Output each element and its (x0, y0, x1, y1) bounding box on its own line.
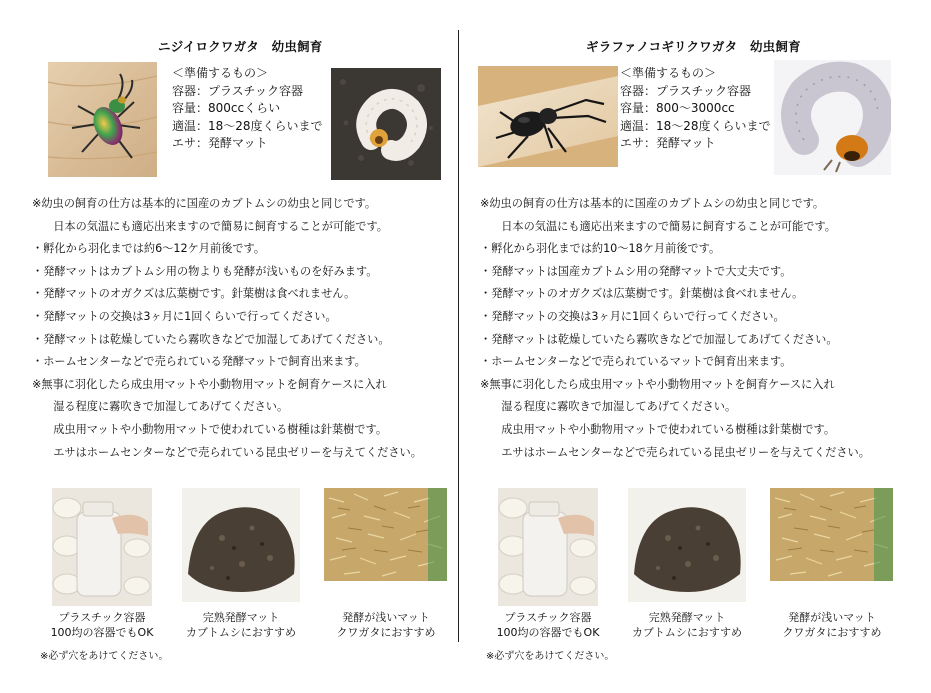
caption-shallow-mat: 発酵が浅いマット クワガタにおすすめ (782, 611, 882, 639)
shallow-fermented-mat-photo (770, 488, 893, 581)
caption-plastic-container: プラスチック容器 100均の容器でもOK (496, 611, 600, 639)
caption-fermented-mat: 完熟発酵マット カブトムシにおすすめ (185, 611, 297, 639)
left-column (0, 0, 465, 693)
caption-plastic-container: プラスチック容器 100均の容器でもOK (50, 611, 154, 639)
fermented-mat-photo (182, 488, 300, 602)
body-line: ※幼虫の飼育の仕方は基本的に国産のカブトムシの幼虫と同じです。 (32, 197, 377, 210)
body-line: ・発酵マットは乾燥していたら霧吹きなどで加湿してあげてください。 (32, 332, 390, 346)
body-line: ・孵化から羽化までは約6～12ケ月前後です。 (32, 242, 266, 256)
body-line: 日本の気温にも適応出来ますので簡易に飼育することが可能です。 (42, 219, 388, 233)
body-line: ・発酵マットのオガクズは広葉樹です。針葉樹は食べれません。 (32, 287, 356, 301)
caption-shallow-mat: 発酵が浅いマット クワガタにおすすめ (336, 611, 436, 639)
left-title: ニジイロクワガタ 幼虫飼育 (158, 39, 323, 54)
prep-food: エサ：発酵マット (620, 136, 716, 151)
plastic-container-photo (498, 488, 598, 606)
body-line: 湿る程度に霧吹きで加湿してあげてください。 (42, 400, 289, 414)
right-title: ギラファノコギリクワガタ 幼虫飼育 (586, 39, 801, 54)
prep-temperature: 適温：18～28度くらいまで (620, 118, 771, 133)
body-line: ・孵化から羽化までは約10～18ケ月前後です。 (480, 242, 721, 256)
body-line: 成虫用マットや小動物用マットで使われている樹種は針葉樹です。 (490, 422, 836, 436)
left-note: ※必ず穴をあけてください。 (40, 651, 169, 662)
body-line: ・発酵マットの交換は3ヶ月に1回くらいで行ってください。 (480, 309, 785, 323)
body-line: ※無事に羽化したら成虫用マットや小動物用マットを飼育ケースに入れ (32, 377, 387, 391)
left-body-text (32, 193, 422, 464)
right-body-text (480, 193, 870, 464)
prep-heading: ＜準備するもの＞ (620, 66, 717, 80)
body-line: ※幼虫の飼育の仕方は基本的に国産のカブトムシの幼虫と同じです。 (480, 197, 825, 210)
right-column (466, 0, 931, 693)
body-line: ・ホームセンターなどで売られている発酵マットで飼育出来ます。 (32, 355, 366, 369)
right-note: ※必ず穴をあけてください。 (486, 651, 615, 662)
body-line: エサはホームセンターなどで売られている昆虫ゼリーを与えてください。 (490, 445, 870, 459)
body-line: ・発酵マットは乾燥していたら霧吹きなどで加湿してあげてください。 (480, 332, 838, 346)
body-line: ・発酵マットのオガクズは広葉樹です。針葉樹は食べれません。 (480, 287, 804, 301)
body-line: ・ホームセンターなどで売られているマットで飼育出来ます。 (480, 355, 792, 369)
prep-container: 容器：プラスチック容器 (620, 83, 752, 98)
plastic-container-photo (52, 488, 152, 606)
body-line: 成虫用マットや小動物用マットで使われている樹種は針葉樹です。 (42, 422, 388, 436)
body-line: ※無事に羽化したら成虫用マットや小動物用マットを飼育ケースに入れ (480, 377, 835, 391)
rainbow-stag-beetle-photo (48, 62, 157, 177)
column-divider (458, 30, 459, 642)
body-line: ・発酵マットの交換は3ヶ月に1回くらいで行ってください。 (32, 309, 337, 323)
body-line: エサはホームセンターなどで売られている昆虫ゼリーを与えてください。 (42, 445, 422, 459)
prep-food: エサ：発酵マット (172, 136, 268, 151)
giraffa-stag-beetle-photo (478, 66, 618, 167)
prep-container: 容器：プラスチック容器 (172, 83, 304, 98)
shallow-fermented-mat-photo (324, 488, 447, 581)
right-prep-list (620, 65, 771, 153)
prep-heading: ＜準備するもの＞ (172, 66, 269, 80)
body-line: 湿る程度に霧吹きで加湿してあげてください。 (490, 400, 737, 414)
body-line: ・発酵マットはカブトムシ用の物よりも発酵が浅いものを好みます。 (32, 264, 378, 278)
body-line: 日本の気温にも適応出来ますので簡易に飼育することが可能です。 (490, 219, 836, 233)
left-prep-list (172, 65, 323, 153)
larva-photo (331, 68, 441, 180)
prep-temperature: 適温：18～28度くらいまで (172, 118, 323, 133)
fermented-mat-photo (628, 488, 746, 602)
prep-capacity: 容量：800ccくらい (172, 101, 281, 116)
caption-fermented-mat: 完熟発酵マット カブトムシにおすすめ (631, 611, 743, 639)
giraffa-larva-photo (774, 60, 891, 175)
prep-capacity: 容量：800～3000cc (620, 101, 735, 116)
body-line: ・発酵マットは国産カブトムシ用の発酵マットで大丈夫です。 (480, 264, 792, 278)
